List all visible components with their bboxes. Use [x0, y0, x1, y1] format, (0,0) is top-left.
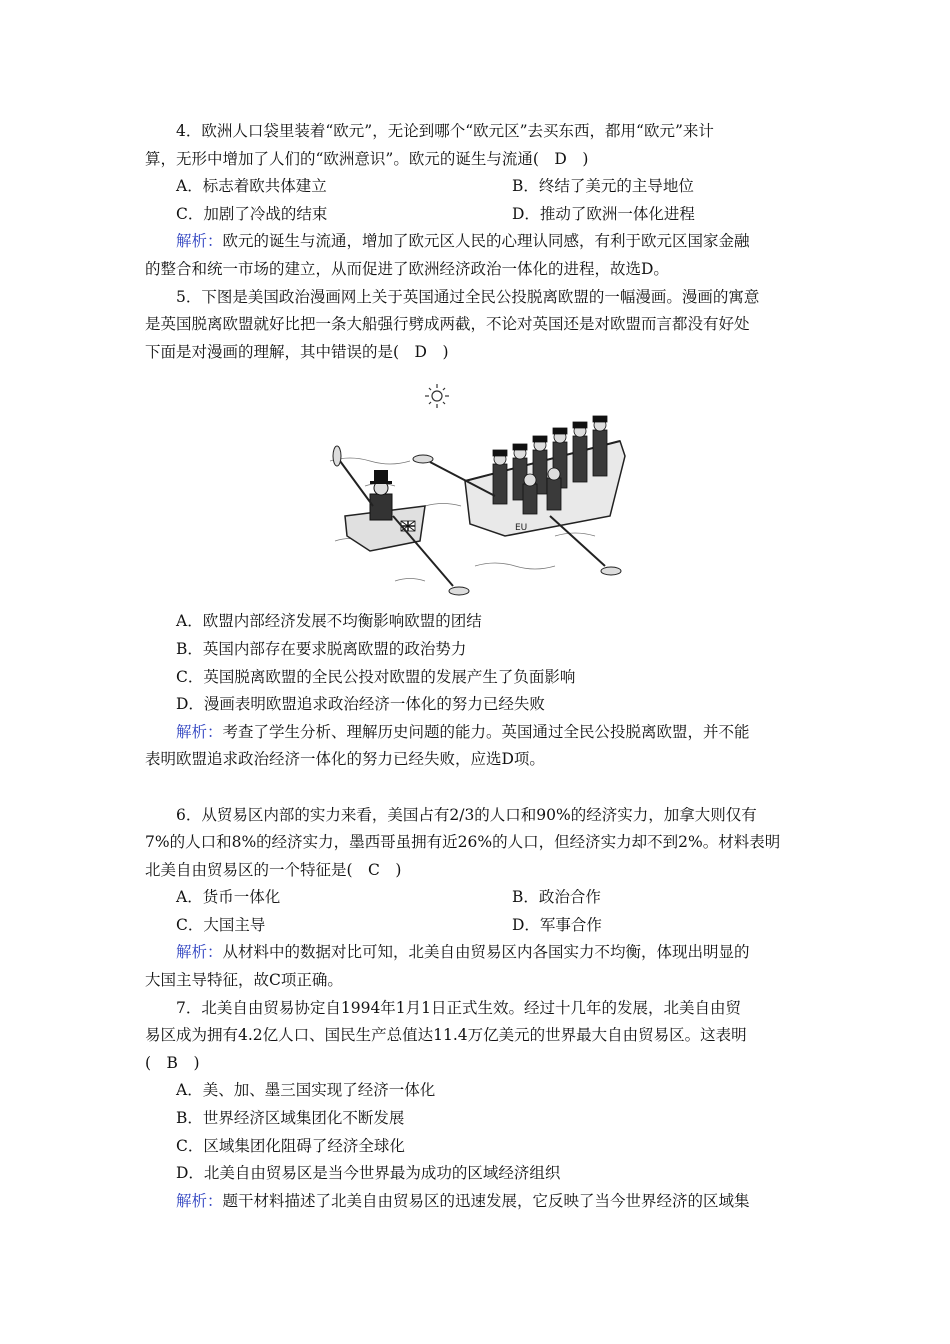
question-6-analysis-line-2: 大国主导特征，故C项正确。: [145, 971, 343, 990]
question-6-options-row-1: [145, 884, 810, 912]
question-4-analysis-line-2: 的整合和统一市场的建立，从而促进了欧洲经济政治一体化的进程，故选D。: [145, 259, 669, 278]
question-5-option-b: B．英国内部存在要求脱离欧盟的政治势力: [176, 639, 467, 658]
question-7-stem-line-3: ( B ): [145, 1053, 200, 1072]
question-7-analysis-line-1: [145, 1188, 810, 1216]
eu-boat: [413, 416, 625, 575]
spacer: [145, 774, 810, 802]
question-4-analysis-line-1: [145, 228, 810, 256]
question-7: [145, 995, 810, 1216]
question-6-stem-line-3: 北美自由贸易区的一个特征是( C ): [145, 860, 402, 879]
sun-icon: [425, 384, 449, 408]
cartoon-figure: [145, 366, 810, 608]
option-c: C．加剧了冷战的结束: [176, 204, 328, 223]
analysis-label: 解析：: [176, 722, 223, 741]
union-jack-icon: [401, 521, 415, 531]
question-4-stem-line-2: 算，无形中增加了人们的“欧洲意识”。欧元的诞生与流通( D ): [145, 149, 589, 168]
question-5-option-a: A．欧盟内部经济发展不均衡影响欧盟的团结: [176, 612, 482, 631]
brexit-cartoon-illustration: [325, 366, 635, 598]
option-a: A．货币一体化: [176, 888, 281, 907]
option-d: D．军事合作: [512, 915, 602, 934]
analysis-label: 解析：: [176, 1191, 223, 1210]
question-5-stem-line-3: 下面是对漫画的理解，其中错误的是( D ): [145, 342, 449, 361]
analysis-label: 解析：: [176, 232, 223, 251]
question-5-analysis-line-1: [145, 719, 810, 747]
question-5-option-c: C．英国脱离欧盟的全民公投对欧盟的发展产生了负面影响: [176, 667, 576, 686]
question-7-stem-line-1: 7．北美自由贸易协定自1994年1月1日正式生效。经过十几年的发展，北美自由贸: [176, 998, 742, 1017]
option-d: D．推动了欧洲一体化进程: [512, 204, 695, 223]
question-6-stem-line-1: 6．从贸易区内部的实力来看，美国占有2/3的人口和90%的经济实力，加拿大则仅有: [176, 805, 757, 824]
question-5: [145, 284, 810, 774]
question-7-option-d: D．北美自由贸易区是当今世界最为成功的区域经济组织: [176, 1164, 561, 1183]
document-page: [145, 118, 810, 1215]
question-6-stem-line-2: 7%的人口和8%的经济实力，墨西哥虽拥有近26%的人口，但经济实力却不到2%。材料表明: [145, 833, 781, 852]
question-6-analysis-line-1: [145, 939, 810, 967]
question-4-options-row-2: [145, 201, 810, 229]
question-5-stem-line-2: 是英国脱离欧盟就好比把一条大船强行劈成两截，不论对英国还是对欧盟而言都没有好处: [145, 315, 750, 334]
option-b: B．终结了美元的主导地位: [512, 177, 694, 196]
question-7-option-c: C．区域集团化阻碍了经济全球化: [176, 1136, 405, 1155]
analysis-text: 欧元的诞生与流通，增加了欧元区人民的心理认同感，有利于欧元区国家金融: [222, 232, 750, 251]
question-6: [145, 802, 810, 995]
question-7-option-b: B．世界经济区域集团化不断发展: [176, 1109, 405, 1128]
question-4-stem-line-1: 4．欧洲人口袋里装着“欧元”，无论到哪个“欧元区”去买东西，都用“欧元”来计: [176, 122, 714, 140]
option-b: B．政治合作: [512, 888, 601, 907]
question-5-option-d: D．漫画表明欧盟追求政治经济一体化的努力已经失败: [176, 695, 545, 714]
question-5-analysis-line-2: 表明欧盟追求政治经济一体化的努力已经失败，应选D项。: [145, 750, 545, 769]
option-c: C．大国主导: [176, 915, 266, 934]
analysis-label: 解析：: [176, 943, 223, 962]
boat-label: EU: [515, 523, 528, 534]
analysis-text: 题干材料描述了北美自由贸易区的迅速发展，它反映了当今世界经济的区域集: [222, 1191, 750, 1210]
analysis-text: 从材料中的数据对比可知，北美自由贸易区内各国实力不均衡，体现出明显的: [222, 943, 750, 962]
question-5-stem-line-1: 5．下图是美国政治漫画网上关于英国通过全民公投脱离欧盟的一幅漫画。漫画的寓意: [176, 287, 760, 306]
uk-boat: [333, 446, 469, 595]
question-4: [145, 118, 810, 284]
option-a: A．标志着欧共体建立: [176, 177, 327, 196]
question-6-options-row-2: [145, 912, 810, 940]
analysis-text: 考查了学生分析、理解历史问题的能力。英国通过全民公投脱离欧盟，并不能: [222, 722, 750, 741]
question-7-stem-line-2: 易区成为拥有4.2亿人口、国民生产总值达11.4万亿美元的世界最大自由贸易区。这表明: [145, 1026, 747, 1045]
question-7-option-a: A．美、加、墨三国实现了经济一体化: [176, 1081, 436, 1100]
question-4-options-row-1: [145, 173, 810, 201]
